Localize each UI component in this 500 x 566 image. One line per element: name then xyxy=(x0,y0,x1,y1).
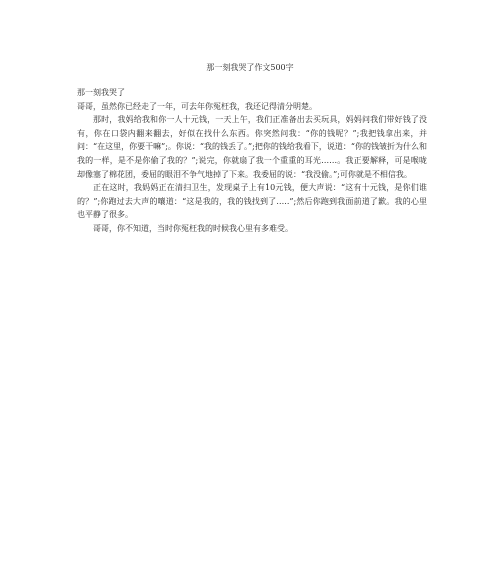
document-body xyxy=(77,86,427,236)
paragraph-intro: 哥哥，虽然你已经走了一年，可去年你冤枉我，我还记得清分明楚。 xyxy=(77,101,317,111)
paragraph-closing: 哥哥，你不知道，当时你冤枉我的时候我心里有多难受。 xyxy=(93,223,293,233)
document-title: 那一刻我哭了作文500字 xyxy=(206,63,294,72)
essay-heading: 那一刻我哭了 xyxy=(77,88,125,97)
paragraph-story: 那时，我妈给我和你一人十元钱，一天上午，我们正准备出去买玩具，妈妈问我们带好钱了没有，你在口袋内翻来翻去，好似在找什么东西。你突然问我：“你的钱呢？”;我把钱拿出来，并问：“在这里，你要干嘛”;。你说：“我的钱丢了。”;把你的钱给我看下，说道：“你的钱皱折为什么和我的一样，是不是你偷了我的？”;说完，你就扇了我一个重重的耳光……。我正要解释，可是喉咙却像塞了棉花团，委屈的眼泪不争气地掉了下来。我委屈的说：“我没偷。”;可你就是不相信我。 xyxy=(77,115,427,179)
paragraph-resolution: 正在这时，我妈妈正在清扫卫生，发现桌子上有10元钱，便大声说：“这有十元钱，是你们谁的？”;你跑过去大声的嚷道：“这是我的，我的钱找到了…..”;然后你跑到我面前道了歉。我的心里也平静了很多。 xyxy=(77,183,427,220)
